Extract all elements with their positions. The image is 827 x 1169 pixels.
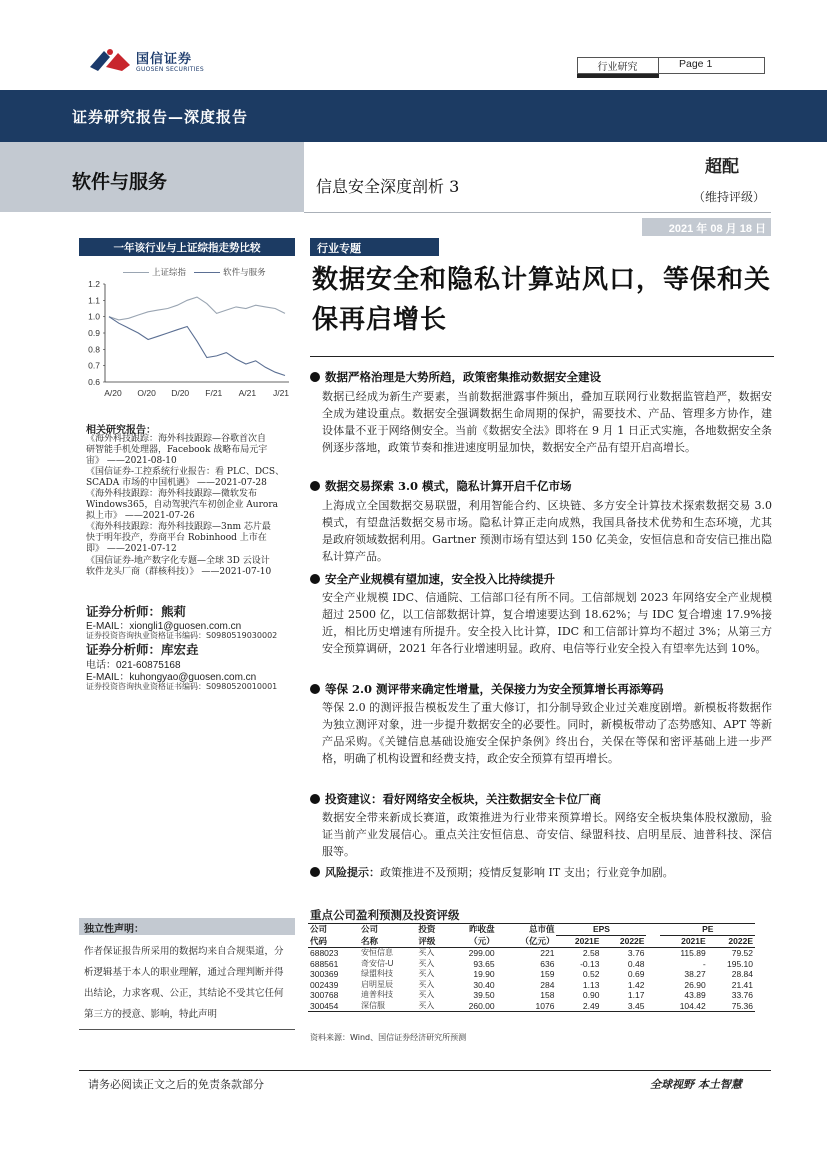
section-body: 数据已经成为新生产要素，当前数据泄露事件频出，叠加互联网行业数据监管趋严，数据安全成为建设重点。数据安全强调数据生命周期的保护，需要技术、产品、管理多方协作，建设体量不亚于网络侧安全。当前《数据安全法》即将在 9 月 1 日正式实施，各地数据安全条例逐步落地，政策节奏和推进速度明显加快，数据安全产品有望开启高增长。: [322, 390, 772, 454]
analyst-name: 熊莉: [161, 604, 187, 619]
th-pe: PE: [660, 924, 755, 936]
y-tick-label: 0.7: [88, 360, 100, 371]
section-body: 等保 2.0 的测评报告模板发生了重大修订，扣分制导致企业过关难度剧增。新模板将数据作为独立测评对象，进一步提升数据安全的必要性。同时，新模板带动了态势感知、APT 等新产品采购。《关键信息基础设施安全保护条例》终出台，关保在等保和密评基础上进一步严格，明确了机构设置和经费支持，政企安全预算有望再增长。: [322, 701, 772, 765]
cell-eps22: 3.45: [601, 1001, 646, 1012]
table-row: [308, 959, 755, 970]
cell-eps22: 3.76: [627, 948, 645, 958]
cell-pe22: 195.10: [727, 958, 753, 969]
section-body: 安全产业规模 IDC、信通院、工信部口径有所不同。工信部规划 2023 年网络安全产业规模超过 2500 亿，以工信部数据计算，复合增速要达到 18.62%；与 IDC 复合增速 17.9%接近，相比历史增速有所提升。安全投入比计算，IDC 和工信部计算均不超过 3%；从第三方安全预算调研，2021 年各行业增速明显。政府、电信等行业安全投入有望率先达到 10%。: [322, 591, 772, 655]
cell-eps22: 1.17: [627, 990, 645, 1000]
x-tick-label: A/21: [238, 388, 257, 398]
logo-icon: [88, 47, 132, 73]
cell-pe22: 28.84: [731, 969, 753, 979]
report-title: 数据安全和隐私计算站风口，等保和关保再启增长: [312, 265, 772, 335]
cell-pe21: 38.27: [684, 969, 706, 979]
cell-rating: 买入: [418, 948, 435, 957]
section-body: 数据安全带来新成长赛道，政策推进为行业带来预算增长。网络安全板块集体股权激励，验证当前产业发展信心。重点关注安恒信息、奇安信、绿盟科技、启明星辰、迪普科技、深信服等。: [322, 811, 772, 858]
cell-name: 迪普科技: [360, 990, 393, 999]
cell-cap: 284: [540, 979, 555, 990]
cell-cap: 159: [540, 969, 555, 979]
risk-warning: 风险提示：政策推进不及预期；疫情反复影响 IT 支出；行业竞争加剧。: [310, 864, 772, 881]
th-eps-2022: 2022E: [601, 936, 646, 948]
cell-code: 300768: [310, 990, 339, 1000]
related-report-line: 宙》 ——2021-08-10: [86, 456, 177, 466]
cell-close: 260.00: [449, 1001, 496, 1012]
report-type: 证券研究报告—深度报告: [72, 108, 249, 126]
y-tick-label: 0.8: [88, 344, 100, 355]
cell-cap: 158: [540, 990, 555, 1000]
section-body: 上海成立全国数据交易联盟，利用智能合约、区块链、多方安全计算技术探索数据交易 3.0 模式，有望盘活数据交易市场。隐私计算正走向成熟，我国具备技术优势和生态环境，尤其是政府领域数据利用。Gartner 预测市场有望达到 150 亿美金，安恒信息和奇安信已推出隐私计算产品。: [322, 499, 772, 563]
cell-pe21: -: [702, 958, 706, 969]
cell-eps22: 0.48: [627, 958, 645, 969]
y-tick-label: 1.1: [88, 295, 100, 306]
th-close-1: 昨收盘: [449, 924, 496, 936]
cell-cap: 636: [540, 958, 555, 969]
cell-eps21: 2.49: [556, 1001, 601, 1012]
industry-name: 软件与服务: [72, 171, 168, 193]
cell-cap: 221: [540, 948, 555, 958]
cell-cap: 1076: [497, 1001, 557, 1012]
section-heading: 数据交易探索 3.0 模式，隐私计算开启千亿市场: [310, 478, 572, 494]
cell-code: 300369: [310, 969, 339, 979]
related-report-line: 《海外科技跟踪：海外科技跟踪—3nm 芯片最: [86, 522, 271, 532]
related-report-item[interactable]: [86, 489, 298, 522]
cell-code: 002439: [310, 979, 339, 990]
forecast-table: [308, 923, 755, 1012]
cell-rating: 买入: [418, 979, 435, 989]
th-cap-1: 总市值: [497, 924, 557, 936]
header-divider: [658, 57, 659, 74]
chart-legend: [123, 266, 266, 278]
cell-pe22: 33.76: [731, 990, 753, 1000]
bullet-icon: [310, 574, 320, 584]
cell-pe21: 104.42: [660, 1001, 707, 1012]
th-rating-1: 投资: [416, 924, 449, 936]
related-report-line: Windows365，自动驾驶汽车初创企业 Aurora: [86, 500, 278, 510]
related-report-line: 快于明年投产，券商平台 Robinhood 上市在: [86, 533, 267, 543]
cell-pe22: 75.36: [708, 1001, 755, 1012]
th-code-2: 代码: [308, 936, 359, 948]
x-tick-label: O/20: [137, 388, 156, 398]
rating: 超配: [705, 157, 739, 177]
cell-eps22: 1.42: [627, 979, 645, 990]
footer-rule: [79, 1070, 771, 1071]
independence-body: 作者保证报告所采用的数据均来自合规渠道，分析逻辑基于本人的职业理解，通过合理判断并得出结论，力求客观、公正，其结论不受其它任何第三方的授意、影响，特此声明: [84, 946, 284, 1020]
series-line-index: [109, 297, 285, 320]
x-tick-label: D/20: [171, 388, 190, 398]
x-tick-label: A/20: [104, 388, 122, 398]
section-heading: 安全产业规模有望加速，安全投入比持续提升: [310, 571, 555, 587]
page-number: Page 1: [679, 58, 713, 70]
bullet-icon: [310, 481, 320, 491]
chart-title: 一年该行业与上证综指走势比较: [113, 242, 261, 254]
cell-pe21: 115.89: [680, 948, 706, 958]
related-reports-title: 相关研究报告：: [86, 425, 156, 436]
y-tick-label: 0.9: [88, 328, 100, 338]
cell-pe21: 26.90: [684, 979, 706, 990]
related-report-item[interactable]: [86, 556, 298, 578]
related-report-line: SCADA 市场的中国机遇》 ——2021-07-28: [86, 478, 267, 488]
section-heading: 数据严格治理是大势所趋，政策密集推动数据安全建设: [310, 369, 601, 385]
y-tick-label: 0.6: [88, 377, 100, 387]
th-name-1: 公司: [359, 924, 416, 936]
table-title: 重点公司盈利预测及投资评级: [310, 908, 460, 922]
cell-eps21: 2.58: [582, 948, 600, 958]
th-name-2: 名称: [359, 936, 416, 948]
legend-label-industry: 软件与服务: [223, 268, 266, 278]
cell-eps22: 0.69: [627, 969, 645, 979]
legend-line-industry: [194, 272, 220, 273]
cell-code: 300454: [308, 1001, 359, 1012]
th-rating-2: 评级: [416, 936, 449, 948]
th-cap-2: （亿元）: [497, 936, 557, 948]
th-close-2: （元）: [449, 936, 496, 948]
y-tick-label: 1.0: [88, 311, 100, 322]
related-report-line: 即》 ——2021-07-12: [86, 544, 177, 554]
analyst-heading: 证券分析师：库宏垚: [86, 642, 199, 657]
cell-pe21: 43.89: [684, 990, 706, 1000]
table-row: [308, 948, 755, 959]
report-date: 2021 年 08 月 18 日: [668, 223, 766, 235]
bullet-icon: [310, 684, 320, 694]
cell-eps21: 0.90: [582, 990, 600, 1000]
analyst-email[interactable]: E-MAIL：xiongli1@guosen.com.cn: [86, 621, 242, 632]
th-pe-2021: 2021E: [660, 936, 707, 948]
related-report-line: 《国信证券-地产数字化专题—全球 3D 云设计: [86, 556, 270, 566]
section-heading: 投资建议：看好网络安全板块，关注数据安全卡位厂商: [310, 791, 601, 807]
cell-rating: 买入: [418, 990, 435, 999]
cell-pe22: 21.41: [731, 979, 753, 990]
cell-eps21: -0.13: [580, 958, 600, 969]
cell-rating: 买入: [418, 958, 435, 968]
x-tick-label: F/21: [205, 388, 223, 398]
th-eps: EPS: [556, 924, 646, 936]
cell-rating: 买入: [416, 1001, 449, 1012]
y-tick-label: 1.2: [88, 279, 100, 289]
bullet-icon: [310, 794, 320, 804]
th-eps-2021: 2021E: [556, 936, 601, 948]
cell-name: 深信服: [359, 1001, 416, 1012]
analyst-heading: 证券分析师：熊莉: [86, 604, 187, 619]
table-source: 资料来源：Wind、国信证券经济研究所预测: [310, 1033, 467, 1042]
cell-code: 688023: [310, 948, 339, 958]
table-row: [308, 990, 755, 1001]
cell-name: 安恒信息: [360, 948, 393, 957]
logo-english: GUOSEN SECURITIES: [136, 66, 205, 73]
legend-line-index: [123, 272, 149, 273]
cell-rating: 买入: [418, 969, 435, 978]
report-category: 行业研究: [597, 62, 638, 73]
table-row: [308, 1001, 755, 1012]
trend-chart: [79, 278, 295, 404]
header-underline: [577, 74, 659, 78]
analyst-phone: 电话：021-60875168: [86, 660, 181, 671]
footer-disclaimer[interactable]: 请务必阅读正文之后的免责条款部分: [88, 1078, 264, 1091]
th-code-1: 公司: [308, 924, 359, 936]
related-report-line: 研智能手机处理器，Facebook 战略布局元宇: [86, 445, 268, 455]
cell-close: 93.65: [473, 958, 495, 969]
topic-tag: 行业专题: [317, 242, 361, 255]
cell-close: 299.00: [468, 948, 495, 958]
x-tick-label: J/21: [272, 388, 290, 398]
th-pe-2022: 2022E: [708, 936, 755, 948]
related-report-item[interactable]: [86, 434, 298, 467]
bullet-icon: [310, 372, 320, 382]
series-line-industry: [109, 317, 285, 376]
analyst-name: 库宏垚: [161, 642, 199, 657]
cell-pe22: 79.52: [731, 948, 753, 958]
header-rule: [304, 212, 771, 213]
analyst-cert: 证券投资咨询执业资格证书编码：S0980520010001: [86, 682, 278, 691]
cell-name: 绿盟科技: [360, 969, 393, 978]
related-report-line: 拟上市》 ——2021-07-26: [86, 511, 195, 521]
cell-code: 688561: [310, 958, 339, 969]
logo-name: 国信证券: [136, 52, 193, 67]
related-report-line: 《海外科技跟踪：海外科技跟踪—微软发布: [86, 489, 258, 499]
cell-name: 启明星辰: [360, 979, 393, 989]
title-rule: [310, 356, 774, 357]
cell-name: 奇安信-U: [360, 958, 394, 968]
related-report-item[interactable]: [86, 467, 298, 489]
related-report-item[interactable]: [86, 522, 298, 555]
table-row: [308, 969, 755, 980]
cell-close: 30.40: [473, 979, 495, 990]
rating-note: （维持评级）: [693, 190, 766, 204]
footer-slogan: 全球视野 本土智慧: [650, 1078, 742, 1091]
related-report-line: 软件龙头厂商（群核科技）》 ——2021-07-10: [86, 567, 272, 577]
analyst-email[interactable]: E-MAIL：kuhongyao@guosen.com.cn: [86, 672, 257, 683]
cell-close: 39.50: [473, 990, 495, 1000]
legend-label-index: 上证综指: [152, 268, 187, 278]
section-heading: 等保 2.0 测评带来确定性增量，关保接力为安全预算增长再添筹码: [310, 681, 664, 697]
report-subtitle: 信息安全深度剖析 3: [316, 177, 460, 196]
independence-title: 独立性声明：: [84, 924, 144, 935]
table-row: [308, 980, 755, 991]
cell-close: 19.90: [473, 969, 495, 979]
cell-eps21: 0.52: [582, 969, 600, 979]
related-report-line: 《海外科技跟踪：海外科技跟踪—谷歌首次自: [86, 434, 267, 444]
analyst-cert: 证券投资咨询执业资格证书编码：S0980519030002: [86, 631, 278, 640]
bullet-icon: [310, 867, 320, 877]
related-report-line: 《国信证券-工控系统行业报告：看 PLC、DCS、: [86, 467, 285, 477]
cell-eps21: 1.13: [582, 979, 600, 990]
